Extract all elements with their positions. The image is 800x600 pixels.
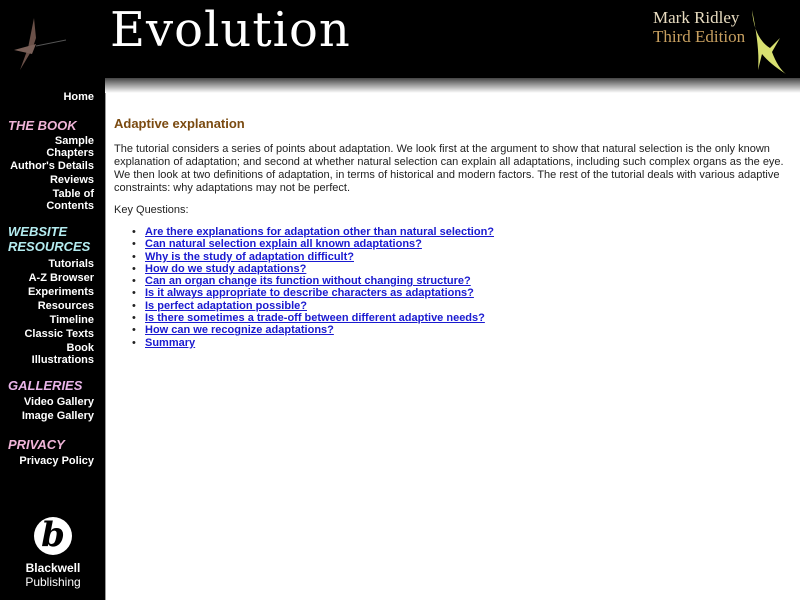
question-link[interactable]: Are there explanations for adaptation other than natural selection? <box>145 226 495 238</box>
list-item <box>132 312 494 324</box>
site-header <box>0 0 800 78</box>
publisher-name-2: Publishing <box>25 575 81 589</box>
question-link[interactable]: Is perfect adaptation possible? <box>145 299 307 312</box>
list-item <box>132 287 494 299</box>
nav-experiments[interactable]: Experiments <box>27 286 94 298</box>
nav-timeline[interactable]: Timeline <box>49 314 94 326</box>
nav-video-gallery[interactable]: Video Gallery <box>23 396 94 408</box>
main-content <box>105 93 800 600</box>
nav-classic-texts[interactable]: Classic Texts <box>24 328 94 340</box>
nav-image-gallery[interactable]: Image Gallery <box>21 410 94 422</box>
list-item <box>132 275 494 287</box>
nav-home[interactable]: Home <box>63 91 94 103</box>
nav-tutorials[interactable]: Tutorials <box>48 258 94 270</box>
list-item <box>132 251 494 263</box>
list-item <box>132 263 494 275</box>
intro-paragraph: The tutorial considers a series of points about adaptation. We look first at the argument to show that natural selection is the only known explanation of adaptation; and second at whether natural selection can explain all adaptations, including such complex organs as the eye. We then look at two definitions of adaptation, in terms of historical and modern factors. The rest of the tutorial deals with various adaptive constraints: why adaptations may not be perfect. <box>114 143 784 194</box>
nav-book-illustrations[interactable]: Book Illustrations <box>31 342 94 366</box>
moth-logo-icon <box>6 8 66 74</box>
list-item <box>132 238 494 250</box>
section-privacy: PRIVACY <box>8 437 65 452</box>
nav-a-z-browser[interactable]: A-Z Browser <box>28 272 94 284</box>
list-item <box>132 324 494 336</box>
site-title: Evolution <box>110 2 351 58</box>
author-name: Mark Ridley <box>653 8 740 27</box>
question-link[interactable]: How do we study adaptations? <box>145 262 307 275</box>
question-link[interactable]: Is it always appropriate to describe characters as adaptations? <box>145 287 474 300</box>
nav-resources[interactable]: Resources <box>37 300 94 312</box>
question-link[interactable]: Can natural selection explain all known adaptations? <box>145 238 422 251</box>
nav-table-of-contents[interactable]: Table of Contents <box>46 188 94 212</box>
question-link[interactable]: Is there sometimes a trade-off between different adaptive needs? <box>145 312 485 325</box>
orchid-image-icon <box>740 8 790 76</box>
section-the-book: THE BOOK <box>8 118 77 133</box>
key-questions-label: Key Questions: <box>114 204 189 216</box>
section-galleries: GALLERIES <box>8 378 83 393</box>
question-link[interactable]: How can we recognize adaptations? <box>145 324 334 337</box>
section-website-resources: WEBSITE RESOURCES <box>8 224 91 254</box>
edition-label: Third Edition <box>653 27 746 46</box>
list-item <box>132 226 494 238</box>
nav-reviews[interactable]: Reviews <box>49 174 94 186</box>
nav-sample-chapters[interactable]: Sample Chapters <box>46 135 94 159</box>
book-author <box>653 8 745 46</box>
question-link[interactable]: Can an organ change its function without changing structure? <box>145 275 471 288</box>
list-item <box>132 337 494 349</box>
blackwell-publishing-logo[interactable] <box>18 517 88 589</box>
nav-authors-details[interactable]: Author's Details <box>10 160 94 172</box>
nav-privacy-policy[interactable]: Privacy Policy <box>19 455 94 467</box>
publisher-name-1: Blackwell <box>25 561 81 575</box>
page-title: Adaptive explanation <box>114 116 245 131</box>
questions-list <box>132 226 494 349</box>
header-shadow-bar <box>105 78 800 93</box>
summary-link[interactable]: Summary <box>145 336 196 349</box>
question-link[interactable]: Why is the study of adaptation difficult? <box>145 250 354 263</box>
blackwell-b-icon: b <box>34 517 72 555</box>
list-item <box>132 300 494 312</box>
